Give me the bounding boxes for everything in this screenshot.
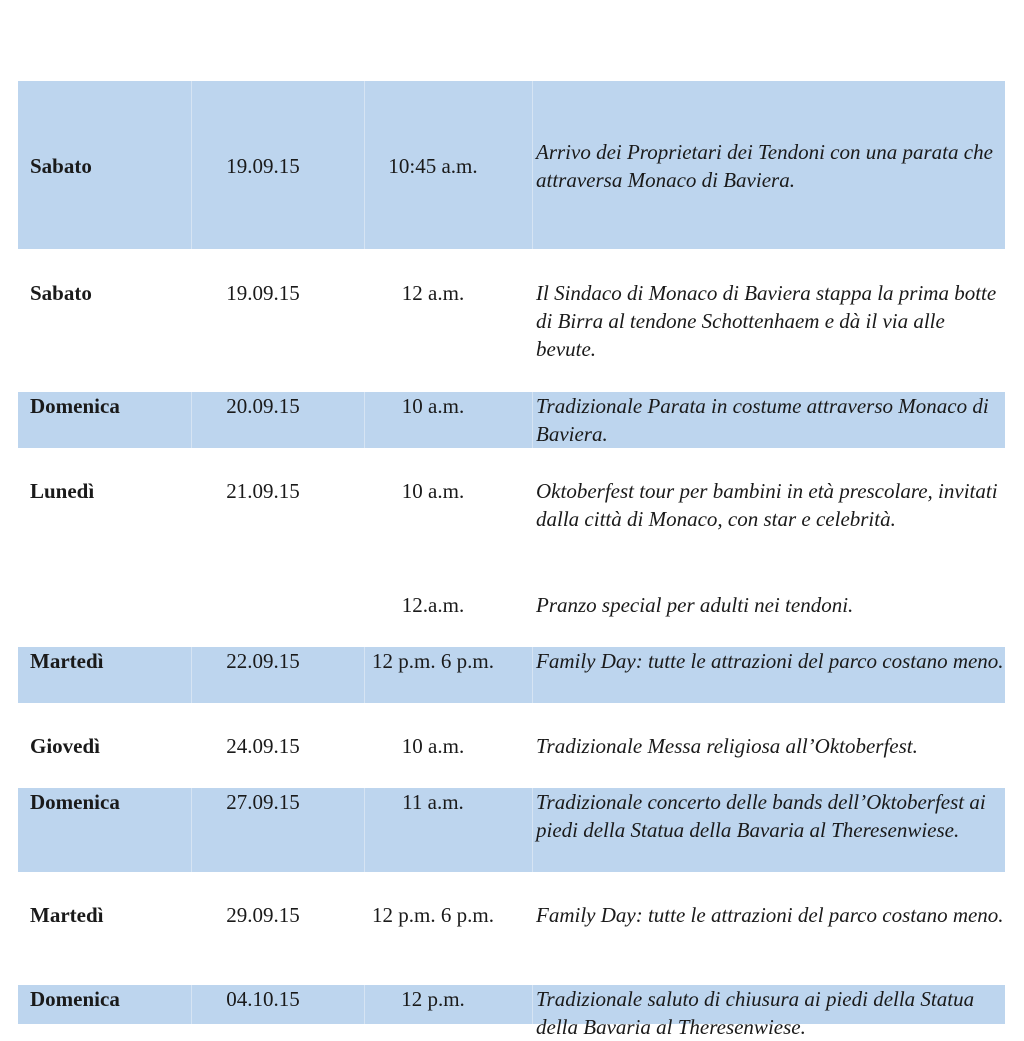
schedule-row — [18, 873, 1005, 983]
date-cell: 22.09.15 — [226, 649, 300, 673]
event-cell: Family Day: tutte le attrazioni del parco costano meno. — [536, 903, 1004, 927]
schedule-row — [18, 392, 1005, 448]
date-cell: 29.09.15 — [226, 903, 300, 927]
schedule-row — [18, 985, 1005, 1039]
day-cell: Lunedì — [30, 479, 95, 503]
time-cell: 10 a.m. — [401, 394, 465, 418]
time-cell: 11 a.m. — [402, 790, 464, 814]
event-cell: Tradizionale concerto delle bands dell’Oktoberfest ai piedi della Statua della Bavaria al Theresenwiese. — [536, 790, 986, 842]
time-cell: 12.a.m. — [401, 593, 465, 617]
day-cell: Domenica — [30, 987, 120, 1011]
time-cell: 12 a.m. — [401, 281, 465, 305]
time-cell: 12 p.m. 6 p.m. — [372, 649, 494, 673]
time-cell: 10:45 a.m. — [388, 154, 478, 178]
event-cell: Pranzo special per adulti nei tendoni. — [536, 593, 854, 617]
schedule-row — [18, 81, 1005, 249]
date-cell: 24.09.15 — [226, 734, 300, 758]
schedule-row — [18, 589, 1005, 645]
day-cell: Sabato — [30, 281, 92, 305]
day-cell: Giovedì — [30, 734, 101, 758]
event-cell: Il Sindaco di Monaco di Baviera stappa la prima botte di Birra al tendone Schottenhaem e dà il via alle bevute. — [536, 281, 997, 361]
date-cell: 19.09.15 — [226, 154, 300, 178]
schedule-row — [18, 704, 1005, 786]
time-cell: 10 a.m. — [401, 734, 465, 758]
date-cell: 21.09.15 — [226, 479, 300, 503]
event-cell: Tradizionale Parata in costume attraverso Monaco di Baviera. — [536, 394, 989, 446]
day-cell: Sabato — [30, 154, 92, 178]
schedule-row — [18, 250, 1005, 390]
date-cell: 19.09.15 — [226, 281, 300, 305]
event-cell: Tradizionale Messa religiosa all’Oktoberfest. — [536, 734, 918, 758]
time-cell: 10 a.m. — [401, 479, 465, 503]
event-cell: Family Day: tutte le attrazioni del parco costano meno. — [536, 649, 1004, 673]
day-cell: Domenica — [30, 790, 120, 814]
event-cell: Oktoberfest tour per bambini in età prescolare, invitati dalla città di Monaco, con star e celebrità. — [536, 479, 998, 531]
date-cell: 04.10.15 — [226, 987, 300, 1011]
schedule-row — [18, 647, 1005, 703]
event-cell: Tradizionale saluto di chiusura ai piedi della Statua della Bavaria al Theresenwiese. — [536, 987, 975, 1039]
event-cell: Arrivo dei Proprietari dei Tendoni con una parata che attraversa Monaco di Baviera. — [536, 140, 993, 192]
date-cell: 20.09.15 — [226, 394, 300, 418]
day-cell: Domenica — [30, 394, 120, 418]
day-cell: Martedì — [30, 649, 104, 673]
time-cell: 12 p.m. 6 p.m. — [372, 903, 494, 927]
day-cell: Martedì — [30, 903, 104, 927]
date-cell: 27.09.15 — [226, 790, 300, 814]
schedule-row — [18, 788, 1005, 872]
schedule-row — [18, 449, 1005, 589]
time-cell: 12 p.m. — [401, 987, 465, 1011]
